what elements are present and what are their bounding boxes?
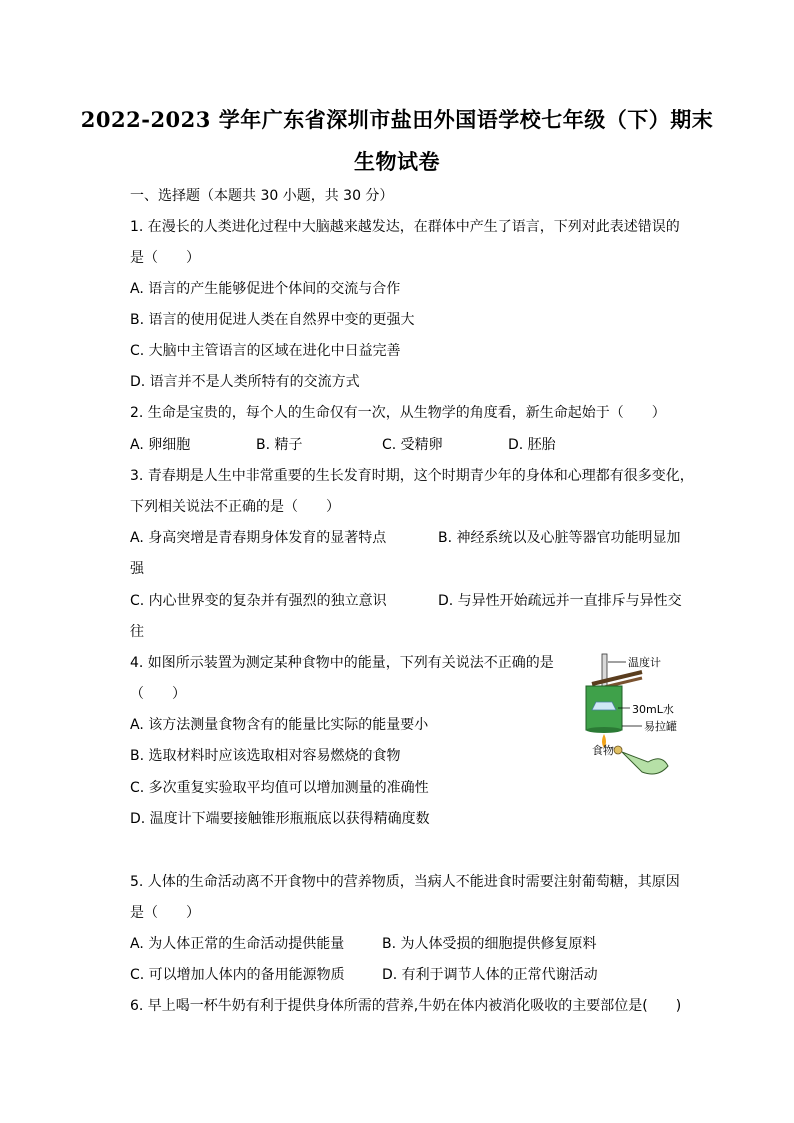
- question-3-stem: 3. 青春期是人生中非常重要的生长发育时期，这个时期青少年的身体和心理都有很多变化，: [130, 468, 694, 484]
- question-5-stem: 是（ ）: [130, 905, 200, 921]
- question-5-option-a: A. 为人体正常的生命活动提供能量: [130, 936, 345, 952]
- food-icon: [614, 746, 622, 754]
- question-2-stem: 2. 生命是宝贵的，每个人的生命仅有一次，从生物学的角度看，新生命起始于（ ）: [130, 405, 666, 421]
- question-5-option-b: B. 为人体受损的细胞提供修复原料: [382, 936, 597, 952]
- question-2-option-d: D. 胚胎: [508, 437, 556, 453]
- question-4-option-d: D. 温度计下端要接触锥形瓶瓶底以获得精确度数: [130, 811, 430, 827]
- question-3-option-b-wrap: 强: [130, 561, 144, 577]
- question-1-stem: 1. 在漫长的人类进化过程中大脑越来越发达，在群体中产生了语言，下列对此表述错误的: [130, 219, 680, 235]
- question-4-stem: 4. 如图所示装置为测定某种食物中的能量，下列有关说法不正确的是: [130, 655, 554, 671]
- question-3-option-d: D. 与异性开始疏远并一直排斥与异性交: [438, 593, 682, 609]
- question-2-option-b: B. 精子: [256, 437, 303, 453]
- question-1-option-d: D. 语言并不是人类所特有的交流方式: [130, 374, 360, 390]
- question-1-option-a: A. 语言的产生能够促进个体间的交流与合作: [130, 281, 401, 297]
- calorimeter-figure: [578, 650, 708, 780]
- question-5-option-d: D. 有利于调节人体的正常代谢活动: [382, 967, 598, 983]
- thermometer-label: 温度计: [628, 656, 661, 669]
- question-3-option-a: A. 身高突增是青春期身体发育的显著特点: [130, 530, 387, 546]
- can-bottom-icon: [586, 727, 622, 733]
- section-heading: 一、选择题（本题共 30 小题，共 30 分）: [130, 188, 394, 204]
- question-2-option-a: A. 卵细胞: [130, 437, 191, 453]
- question-1-option-b: B. 语言的使用促进人类在自然界中变的更强大: [130, 312, 415, 328]
- question-3-option-d-wrap: 往: [130, 624, 144, 640]
- exam-title-line2: 生物试卷: [354, 149, 440, 174]
- question-4-option-c: C. 多次重复实验取平均值可以增加测量的准确性: [130, 780, 429, 796]
- question-1-stem: 是（ ）: [130, 250, 200, 266]
- question-4-stem: （ ）: [130, 686, 186, 702]
- can-label: 易拉罐: [644, 720, 677, 733]
- question-5-option-c: C. 可以增加人体内的备用能源物质: [130, 967, 345, 983]
- question-4-option-b: B. 选取材料时应该选取相对容易燃烧的食物: [130, 748, 401, 764]
- question-2-option-c: C. 受精卵: [382, 437, 443, 453]
- water-label: 30mL水: [632, 703, 674, 716]
- clamp-bar-icon: [592, 672, 642, 684]
- exam-title-line1: 2022-2023 学年广东省深圳市盐田外国语学校七年级（下）期末: [80, 107, 714, 132]
- food-label: 食物: [592, 744, 614, 757]
- question-3-stem: 下列相关说法不正确的是（ ）: [130, 499, 340, 515]
- question-4-option-a: A. 该方法测量食物含有的能量比实际的能量要小: [130, 717, 429, 733]
- question-1-option-c: C. 大脑中主管语言的区域在进化中日益完善: [130, 343, 401, 359]
- question-3-option-c: C. 内心世界变的复杂并有强烈的独立意识: [130, 593, 387, 609]
- question-6-stem: 6. 早上喝一杯牛奶有利于提供身体所需的营养,牛奶在体内被消化吸收的主要部位是( ): [130, 998, 682, 1014]
- hand-icon: [622, 752, 668, 774]
- water-icon: [592, 702, 616, 710]
- question-5-stem: 5. 人体的生命活动离不开食物中的营养物质，当病人不能进食时需要注射葡萄糖，其原因: [130, 874, 680, 890]
- question-3-option-b: B. 神经系统以及心脏等器官功能明显加: [438, 530, 681, 546]
